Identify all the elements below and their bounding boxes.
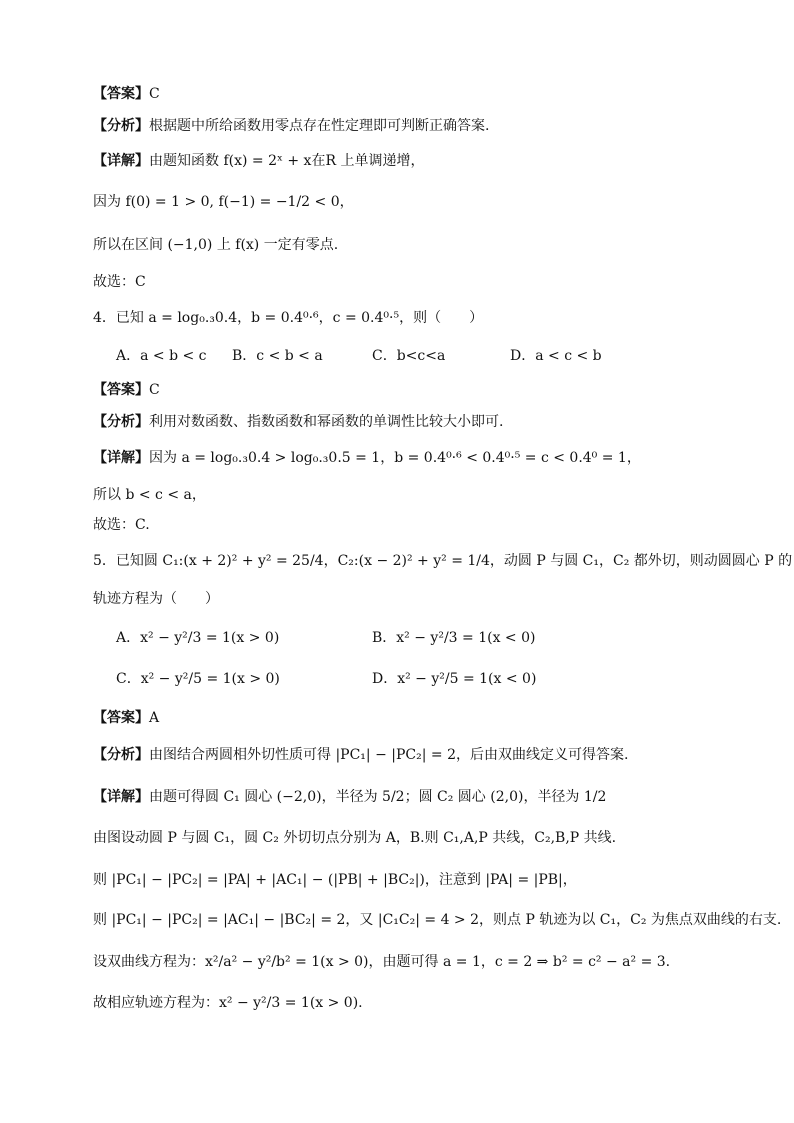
tag-answer: 【答案】: [93, 710, 149, 726]
body-line: [93, 910, 782, 930]
body-line: [93, 235, 734, 255]
tag-answer: 【答案】: [93, 382, 149, 398]
body-line: [93, 192, 734, 212]
q5-option-b: B．x² − y²/3 = 1(x < 0): [372, 630, 536, 646]
line-text: 则 |PC₁| − |PC₂| = |PA| + |AC₁| − (|PB| + |BC₂|)，注意到 |PA| = |PB|，: [93, 872, 577, 888]
question-text: 4．已知 a = log₀.₃0.4，b = 0.4⁰·⁶，c = 0.4⁰·⁵，则（ ）: [93, 310, 484, 326]
line-text: 设双曲线方程为：x²/a² − y²/b² = 1(x > 0)，由题可得 a = 1，c = 2 ⇒ b² = c² − a² = 3.: [93, 954, 671, 970]
line-text: C: [149, 382, 160, 398]
line-text: 故选：C.: [93, 517, 150, 533]
tag-detail: 【详解】: [93, 153, 149, 169]
tag-answer: 【答案】: [93, 86, 149, 102]
body-line: [93, 828, 734, 848]
q5-option-a: A．x² − y²/3 = 1(x > 0): [116, 630, 280, 646]
q5-option-c: C．x² − y²/5 = 1(x > 0): [116, 671, 280, 687]
line-text: 由题可得圆 C₁ 圆心 (−2,0)，半径为 5/2；圆 C₂ 圆心 (2,0)，半径为 1/2: [149, 789, 607, 805]
answer-line: [93, 708, 734, 728]
body-line: [93, 485, 734, 505]
q5-option-d: D．x² − y²/5 = 1(x < 0): [372, 671, 537, 687]
line-text: 所以 b < c < a，: [93, 487, 206, 503]
tag-analysis: 【分析】: [93, 118, 149, 134]
detail-line: [93, 448, 734, 468]
line-text: C: [149, 86, 160, 102]
line-text: 故选：C: [93, 274, 146, 290]
body-line: [93, 952, 734, 972]
question-5: [93, 551, 793, 571]
line-text: 根据题中所给函数用零点存在性定理即可判断正确答案.: [149, 118, 490, 134]
detail-line: [93, 787, 734, 807]
tag-detail: 【详解】: [93, 789, 149, 805]
analysis-line: [93, 116, 734, 136]
tag-analysis: 【分析】: [93, 414, 149, 430]
q4-option-c: C．b<c<a: [372, 348, 446, 364]
question-text: 5．已知圆 C₁:(x + 2)² + y² = 25/4，C₂:(x − 2)² + y² = 1/4，动圆 P 与圆 C₁，C₂ 都外切，则动圆圆心 P 的: [93, 553, 793, 569]
line-text: 所以在区间 (−1,0) 上 f(x) 一定有零点.: [93, 237, 339, 253]
line-text: 利用对数函数、指数函数和幂函数的单调性比较大小即可.: [149, 414, 504, 430]
answer-line: [93, 380, 734, 400]
line-text: A: [149, 710, 160, 726]
line-text: 则 |PC₁| − |PC₂| = |AC₁| − |BC₂| = 2，又 |C₁C₂| = 4 > 2，则点 P 轨迹为以 C₁，C₂ 为焦点双曲线的右支.: [93, 912, 782, 928]
body-line: [93, 870, 734, 890]
analysis-line: [93, 412, 734, 432]
line-text: 由图设动圆 P 与圆 C₁，圆 C₂ 外切切点分别为 A，B.则 C₁,A,P 共线，C₂,B,P 共线.: [93, 830, 617, 846]
answer-line: [93, 84, 734, 104]
line-text: 由图结合两圆相外切性质可得 |PC₁| − |PC₂| = 2，后由双曲线定义可得答案.: [149, 747, 629, 763]
detail-line: [93, 151, 734, 171]
body-line: [93, 272, 734, 292]
body-line: [93, 993, 734, 1013]
q4-option-d: D．a < c < b: [510, 348, 602, 364]
analysis-line: [93, 745, 734, 765]
line-text: 因为 f(0) = 1 > 0, f(−1) = −1/2 < 0，: [93, 194, 354, 210]
line-text: 因为 a = log₀.₃0.4 > log₀.₃0.5 = 1，b = 0.4⁰·⁶ < 0.4⁰·⁵ = c < 0.4⁰ = 1，: [149, 450, 641, 466]
body-line: [93, 515, 734, 535]
line-text: 故相应轨迹方程为：x² − y²/3 = 1(x > 0).: [93, 995, 363, 1011]
q4-option-b: B．c < b < a: [232, 348, 323, 364]
tag-analysis: 【分析】: [93, 747, 149, 763]
question-4: [93, 308, 734, 328]
body-line: [93, 589, 734, 609]
line-text: 轨迹方程为（ ）: [93, 591, 219, 607]
tag-detail: 【详解】: [93, 450, 149, 466]
line-text: 由题知函数 f(x) = 2ˣ + x在R 上单调递增，: [149, 153, 425, 169]
q4-option-a: A．a < b < c: [116, 348, 207, 364]
